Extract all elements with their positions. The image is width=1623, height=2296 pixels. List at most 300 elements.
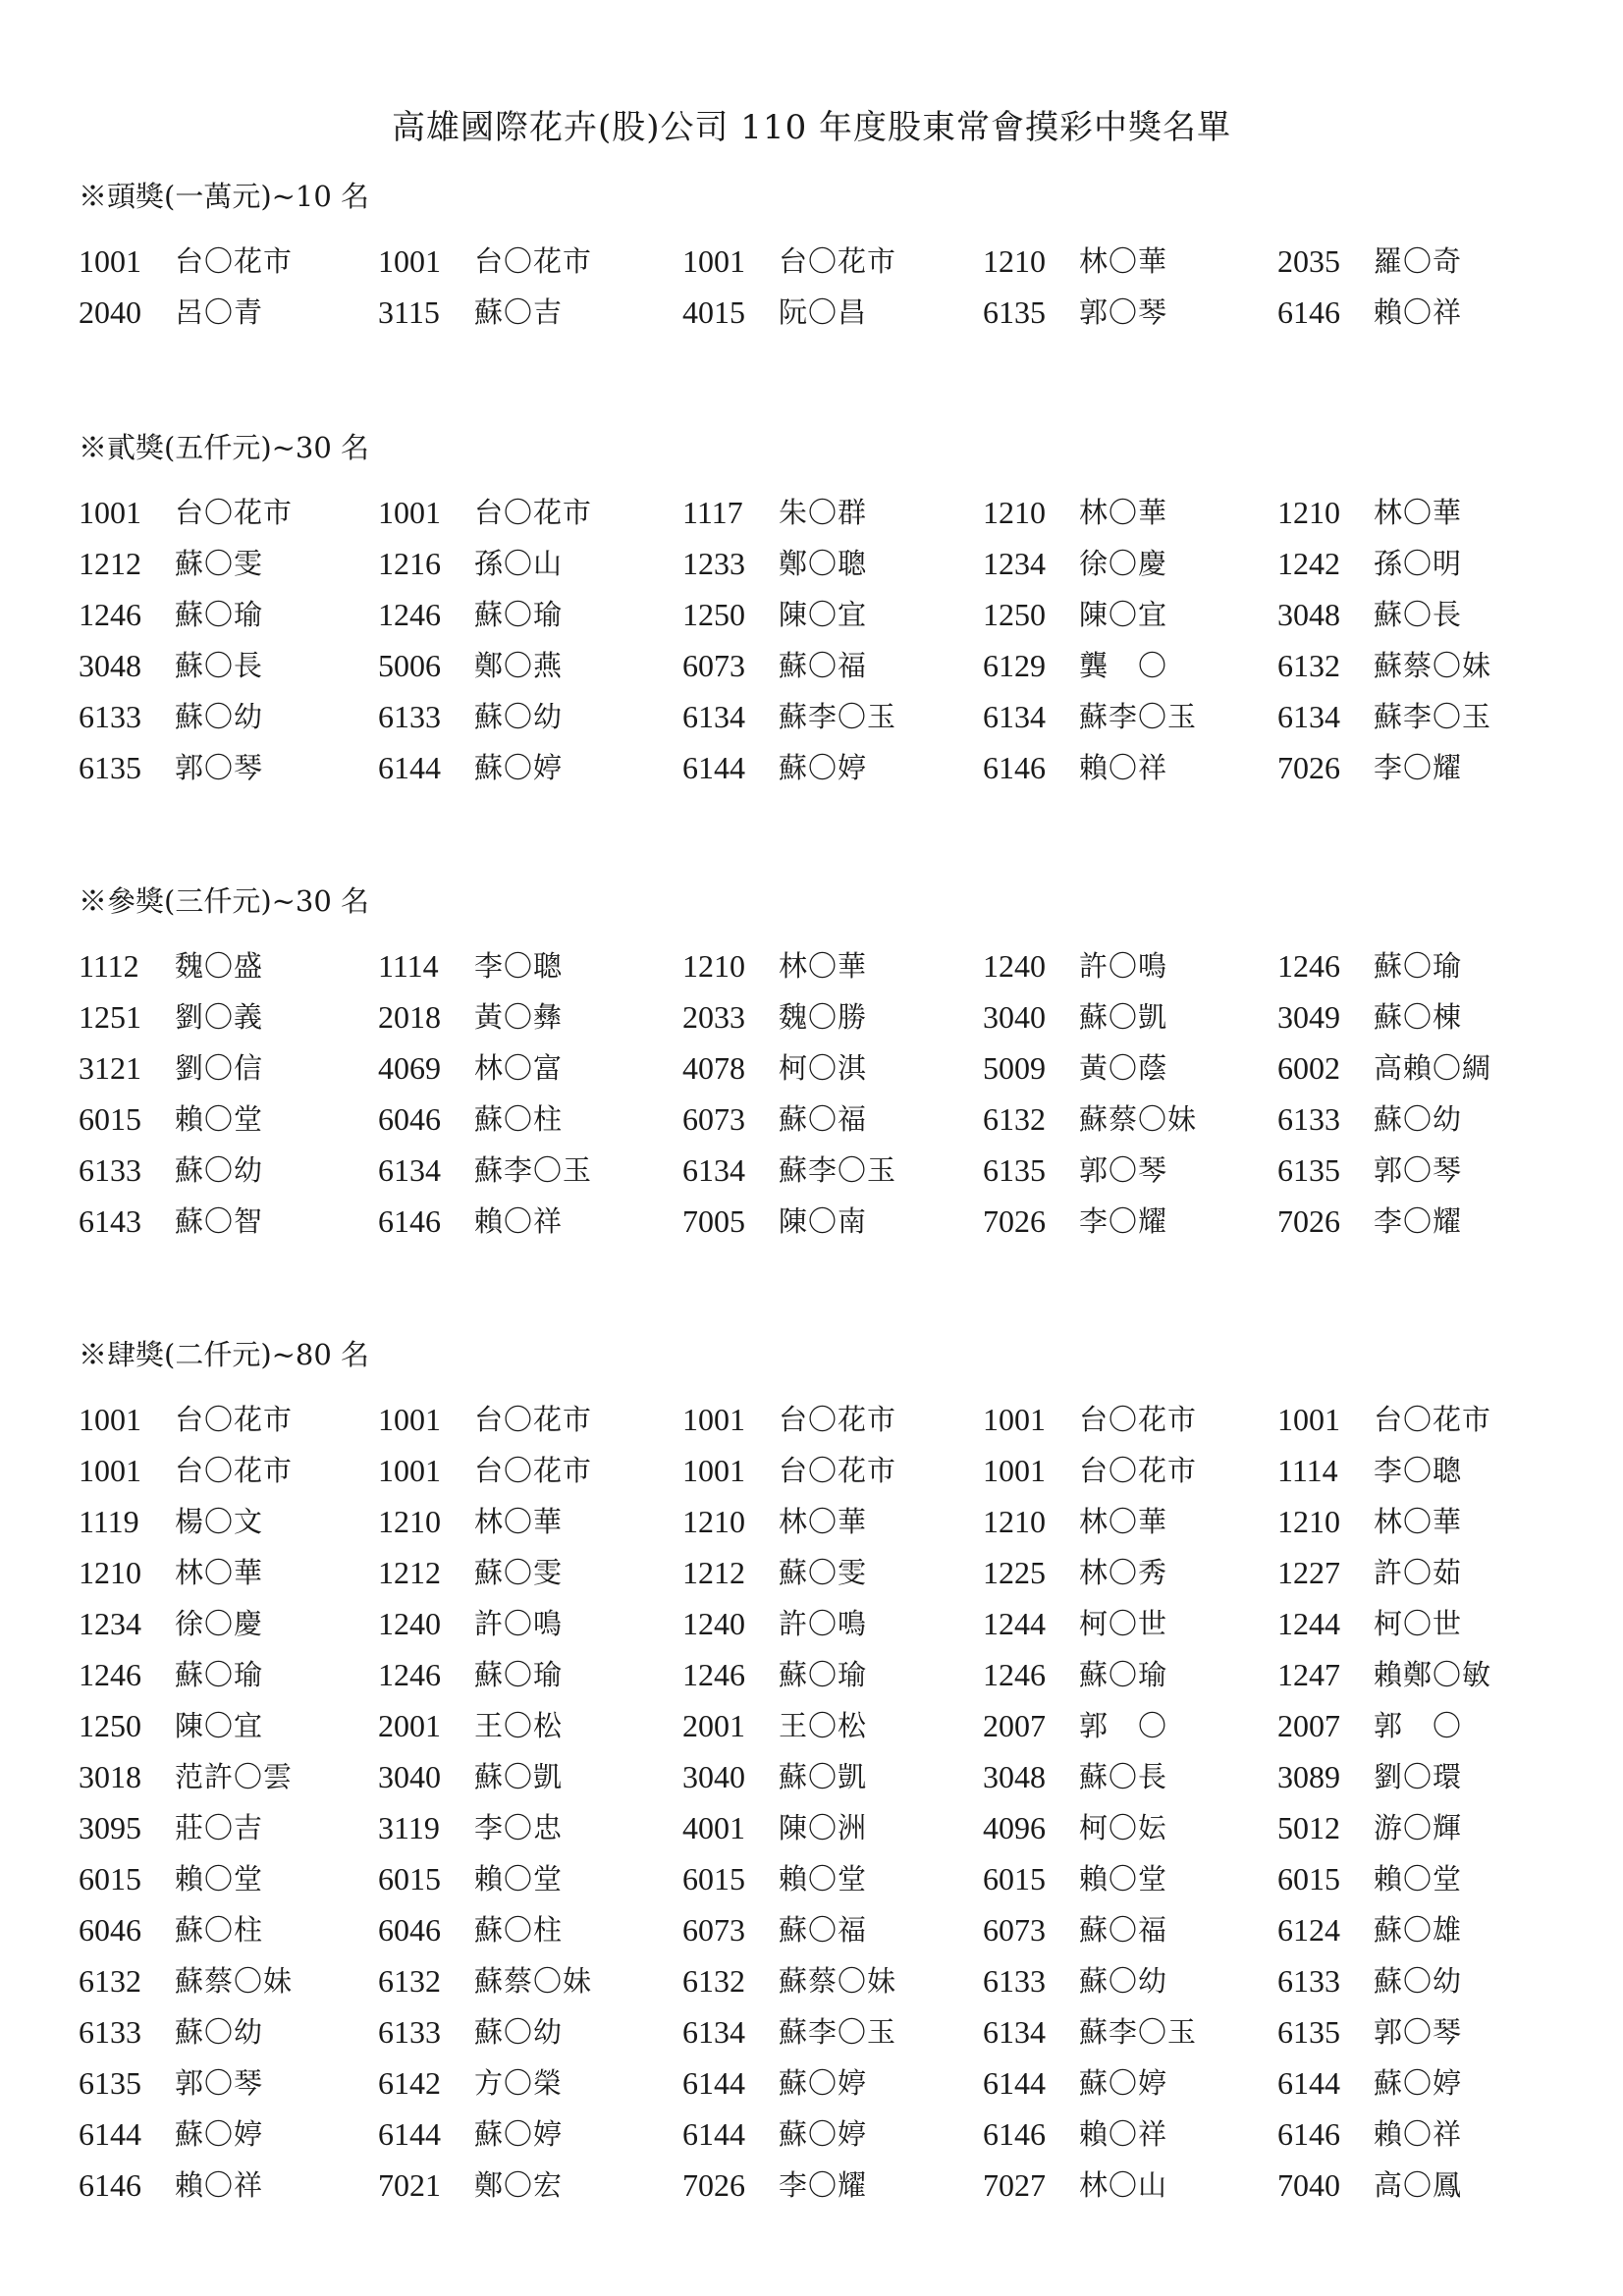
shareholder-number: 7027 [983,2167,1046,2203]
winner-entry [682,2109,983,2160]
shareholder-number: 1247 [1277,1657,1340,1692]
winner-name: 蘇〇幼 [474,2015,564,2049]
winner-entry [1277,1547,1523,1598]
winner-entry [378,1700,682,1751]
winner-name: 蘇〇雯 [175,547,264,580]
winner-entry [378,287,682,338]
winner-entry [983,589,1277,640]
winner-entry [983,691,1277,742]
winner-entry [378,1547,682,1598]
shareholder-number: 1001 [682,1402,745,1437]
winner-name: 林〇華 [175,1556,264,1589]
shareholder-number: 6146 [378,1203,441,1239]
winner-entry [983,1649,1277,1700]
winner-entry [79,538,378,589]
shareholder-number: 1210 [682,1504,745,1539]
shareholder-number: 1246 [378,1657,441,1692]
shareholder-number: 3018 [79,1759,141,1794]
winner-name: 郭〇琴 [175,751,264,784]
shareholder-number: 1250 [79,1708,141,1743]
winner-name: 楊〇文 [175,1505,264,1538]
shareholder-number: 1210 [1277,1504,1340,1539]
winner-name: 李〇耀 [779,2168,868,2202]
winner-name: 呂〇青 [175,295,264,329]
shareholder-number: 1246 [1277,948,1340,984]
winner-entry [378,1445,682,1496]
winner-entry [79,287,378,338]
section-heading: ※肆獎(二仟元)~80 名 [79,1338,370,1371]
shareholder-number: 1212 [682,1555,745,1590]
shareholder-number: 1244 [1277,1606,1340,1641]
winner-entry [983,1904,1277,1955]
winner-name: 蘇蔡〇妹 [1374,649,1492,682]
winner-entry [1277,940,1523,991]
winner-name: 蘇〇吉 [474,295,564,329]
shareholder-number: 4069 [378,1050,441,1086]
winner-entry [79,1394,378,1445]
winner-name: 蘇李〇玉 [779,1153,897,1187]
winner-entry [1277,1955,1523,2006]
winner-row [79,236,1551,287]
shareholder-number: 1240 [983,948,1046,984]
winner-row [79,742,1551,793]
winner-entry [682,1904,983,1955]
winner-name: 賴〇堂 [175,1862,264,1896]
shareholder-number: 1246 [378,597,441,632]
winner-row [79,1598,1551,1649]
shareholder-number: 1216 [378,546,441,581]
winner-name: 台〇花市 [1079,1403,1198,1436]
shareholder-number: 1114 [1277,1453,1338,1488]
winner-name: 賴〇堂 [779,1862,868,1896]
winner-name: 台〇花市 [779,244,897,278]
winner-entry [983,236,1277,287]
winner-name: 郭〇琴 [1079,295,1168,329]
winner-name: 賴鄭〇敏 [1374,1658,1492,1691]
winner-name: 蘇〇柱 [474,1102,564,1136]
shareholder-number: 1114 [378,948,439,984]
shareholder-number: 2007 [1277,1708,1340,1743]
shareholder-number: 6144 [682,750,745,785]
shareholder-number: 6073 [682,1101,745,1137]
shareholder-number: 6146 [983,2116,1046,2152]
winner-entry [378,1042,682,1094]
winner-name: 羅〇奇 [1374,244,1463,278]
shareholder-number: 6146 [1277,2116,1340,2152]
shareholder-number: 3048 [79,648,141,683]
shareholder-number: 6046 [378,1101,441,1137]
winner-row [79,1445,1551,1496]
winner-name: 蘇〇婷 [779,751,868,784]
winner-entry [682,1394,983,1445]
shareholder-number: 6146 [983,750,1046,785]
winner-name: 賴〇祥 [1079,751,1168,784]
winner-name: 劉〇義 [175,1000,264,1034]
winner-entry [79,1094,378,1145]
winner-name: 賴〇祥 [1079,2117,1168,2151]
winner-name: 蘇〇福 [779,1102,868,1136]
shareholder-number: 6135 [79,2065,141,2101]
winner-name: 蘇〇瑜 [175,1658,264,1691]
winner-entry [378,1853,682,1904]
winner-entry [79,2057,378,2109]
winner-row [79,1496,1551,1547]
shareholder-number: 6133 [983,1963,1046,1999]
winner-name: 許〇鳴 [1079,949,1168,983]
winner-row [79,1802,1551,1853]
section-heading: ※貳獎(五仟元)~30 名 [79,431,370,464]
winner-name: 林〇華 [474,1505,564,1538]
winner-entry [983,1445,1277,1496]
shareholder-number: 1210 [983,1504,1046,1539]
winner-entry [682,2006,983,2057]
winner-entry [682,1547,983,1598]
winner-name: 蘇〇柱 [474,1913,564,1947]
winner-entry [1277,2160,1523,2211]
shareholder-number: 1001 [378,243,441,279]
shareholder-number: 6015 [983,1861,1046,1896]
winner-name: 蘇〇凱 [474,1760,564,1793]
winner-entry [378,1598,682,1649]
winner-entry [79,236,378,287]
winner-entry [79,487,378,538]
winner-name: 蘇〇婷 [474,2117,564,2151]
shareholder-number: 5012 [1277,1810,1340,1845]
winner-name: 台〇花市 [175,1454,294,1487]
winner-entry [79,742,378,793]
winner-entry [682,940,983,991]
winner-name: 台〇花市 [474,244,593,278]
winner-name: 徐〇慶 [1079,547,1168,580]
winner-name: 蘇〇瑜 [474,1658,564,1691]
winner-row [79,940,1551,991]
winner-name: 柯〇妘 [1079,1811,1168,1844]
winner-name: 蘇〇瑜 [175,598,264,631]
winner-name: 台〇花市 [175,496,294,529]
winner-entry [983,1598,1277,1649]
shareholder-number: 6132 [378,1963,441,1999]
winner-entry [983,1496,1277,1547]
winner-entry [983,1196,1277,1247]
winner-entry [983,1145,1277,1196]
winner-name: 蘇蔡〇妹 [1079,1102,1198,1136]
shareholder-number: 6134 [983,2014,1046,2050]
page-title: 高雄國際花卉(股)公司 110 年度股東常會摸彩中獎名單 [391,108,1232,147]
shareholder-number: 6132 [79,1963,141,1999]
shareholder-number: 6046 [378,1912,441,1948]
winner-name: 蘇〇婷 [779,2066,868,2100]
winner-name: 方〇榮 [474,2066,564,2100]
shareholder-number: 1001 [1277,1402,1340,1437]
shareholder-number: 6144 [378,750,441,785]
winner-name: 柯〇世 [1079,1607,1168,1640]
winner-entry [682,1042,983,1094]
winner-name: 蘇〇幼 [1079,1964,1168,1998]
winner-entry [983,538,1277,589]
shareholder-number: 6129 [983,648,1046,683]
shareholder-number: 6133 [378,699,441,734]
winner-name: 黃〇蔭 [1079,1051,1168,1085]
winner-entry [983,2160,1277,2211]
shareholder-number: 6134 [682,699,745,734]
winner-name: 賴〇堂 [474,1862,564,1896]
winner-name: 蘇李〇玉 [1079,2015,1198,2049]
winner-entry [1277,1145,1523,1196]
shareholder-number: 2007 [983,1708,1046,1743]
winner-row [79,1853,1551,1904]
winner-name: 台〇花市 [175,244,294,278]
winner-name: 李〇聰 [474,949,564,983]
winner-entry [79,1649,378,1700]
shareholder-number: 1210 [79,1555,141,1590]
winner-name: 高〇鳳 [1374,2168,1463,2202]
winner-name: 蘇蔡〇妹 [175,1964,294,1998]
winner-entry [1277,1598,1523,1649]
shareholder-number: 1227 [1277,1555,1340,1590]
winner-name: 蘇〇幼 [175,700,264,733]
winner-row [79,1547,1551,1598]
winner-name: 劉〇信 [175,1051,264,1085]
shareholder-number: 7005 [682,1203,745,1239]
winner-row [79,1394,1551,1445]
winner-name: 李〇耀 [1374,751,1463,784]
winner-entry [79,1904,378,1955]
winner-entry [983,1547,1277,1598]
winner-name: 蘇〇幼 [175,2015,264,2049]
shareholder-number: 6134 [682,1152,745,1188]
winner-entry [983,2006,1277,2057]
shareholder-number: 3040 [983,999,1046,1035]
winner-entry [378,2057,682,2109]
winner-name: 許〇鳴 [779,1607,868,1640]
shareholder-number: 3049 [1277,999,1340,1035]
winner-entry [79,1196,378,1247]
shareholder-number: 1001 [79,243,141,279]
shareholder-number: 7026 [983,1203,1046,1239]
winner-entry [983,1042,1277,1094]
shareholder-number: 1001 [682,1453,745,1488]
winner-name: 孫〇山 [474,547,564,580]
winner-name: 蘇〇長 [175,649,264,682]
winner-name: 蘇〇幼 [1374,1102,1463,1136]
shareholder-number: 1001 [378,495,441,530]
winner-name: 陳〇宜 [1079,598,1168,631]
prize-section-third [79,881,1551,1247]
winner-entry [1277,2006,1523,2057]
winner-name: 蘇〇婷 [1079,2066,1168,2100]
shareholder-number: 4078 [682,1050,745,1086]
winner-name: 蘇蔡〇妹 [779,1964,897,1998]
winner-name: 蘇〇幼 [474,700,564,733]
shareholder-number: 1212 [79,546,141,581]
winner-entry [378,487,682,538]
shareholder-number: 1001 [79,1453,141,1488]
shareholder-number: 1240 [378,1606,441,1641]
winner-name: 李〇耀 [1374,1204,1463,1238]
winner-entry [983,991,1277,1042]
winner-name: 蘇李〇玉 [779,2015,897,2049]
winner-name: 朱〇群 [779,496,868,529]
shareholder-number: 1001 [983,1453,1046,1488]
winner-name: 蘇〇福 [1079,1913,1168,1947]
shareholder-number: 7026 [1277,1203,1340,1239]
winner-entry [79,640,378,691]
winner-name: 台〇花市 [474,1403,593,1436]
winner-name: 蘇〇棟 [1374,1000,1463,1034]
winner-name: 林〇華 [1374,496,1463,529]
shareholder-number: 3048 [1277,597,1340,632]
winner-entry [378,940,682,991]
shareholder-number: 6144 [983,2065,1046,2101]
winner-entry [1277,1042,1523,1094]
shareholder-number: 1112 [79,948,139,984]
winner-row [79,1094,1551,1145]
winner-entry [682,1853,983,1904]
shareholder-number: 1001 [378,1453,441,1488]
winner-row [79,691,1551,742]
shareholder-number: 2035 [1277,243,1340,279]
shareholder-number: 2040 [79,294,141,330]
winner-entry [79,940,378,991]
shareholder-number: 6135 [983,294,1046,330]
winner-entry [79,1751,378,1802]
winner-name: 陳〇宜 [779,598,868,631]
shareholder-number: 1240 [682,1606,745,1641]
winner-name: 蘇李〇玉 [474,1153,593,1187]
shareholder-number: 6142 [378,2065,441,2101]
winner-name: 魏〇勝 [779,1000,868,1034]
winner-entry [1277,1751,1523,1802]
winner-entry [682,691,983,742]
shareholder-number: 6135 [79,750,141,785]
shareholder-number: 3040 [378,1759,441,1794]
winner-name: 台〇花市 [1079,1454,1198,1487]
winner-entry [682,2160,983,2211]
shareholder-number: 1001 [378,1402,441,1437]
winner-name: 林〇華 [779,949,868,983]
winner-entry [1277,236,1523,287]
winner-entry [983,1955,1277,2006]
winner-name: 龔 〇 [1079,649,1168,682]
winner-name: 蘇〇瑜 [1079,1658,1168,1691]
winner-name: 許〇鳴 [474,1607,564,1640]
shareholder-number: 1246 [983,1657,1046,1692]
winner-entry [79,1598,378,1649]
winner-name: 蘇〇凱 [779,1760,868,1793]
shareholder-number: 3095 [79,1810,141,1845]
winner-name: 蘇〇柱 [175,1913,264,1947]
winner-entry [1277,742,1523,793]
winner-entry [79,1853,378,1904]
winner-entry [682,1751,983,1802]
winner-entry [1277,1196,1523,1247]
shareholder-number: 6015 [378,1861,441,1896]
winner-name: 蘇〇幼 [1374,1964,1463,1998]
winner-row [79,1196,1551,1247]
winner-name: 黃〇彝 [474,1000,564,1034]
winner-entry [79,1496,378,1547]
winner-entry [378,1145,682,1196]
winner-row [79,487,1551,538]
winner-entry [378,691,682,742]
shareholder-number: 6015 [1277,1861,1340,1896]
winner-name: 劉〇環 [1374,1760,1463,1793]
winner-row [79,2109,1551,2160]
winner-name: 游〇輝 [1374,1811,1463,1844]
winner-entry [79,1145,378,1196]
winner-entry [682,1445,983,1496]
winner-name: 郭〇琴 [1374,2015,1463,2049]
shareholder-number: 3119 [378,1810,440,1845]
shareholder-number: 6132 [983,1101,1046,1137]
winner-name: 林〇華 [1079,496,1168,529]
shareholder-number: 6134 [378,1152,441,1188]
winner-name: 台〇花市 [474,496,593,529]
winner-entry [79,1445,378,1496]
winner-name: 賴〇祥 [474,1204,564,1238]
winner-entry [682,1145,983,1196]
shareholder-number: 6133 [79,1152,141,1188]
shareholder-number: 6146 [79,2167,141,2203]
winner-name: 鄭〇聰 [779,547,868,580]
shareholder-number: 1251 [79,999,141,1035]
shareholder-number: 1001 [79,1402,141,1437]
winner-entry [1277,1094,1523,1145]
shareholder-number: 5006 [378,648,441,683]
winner-row [79,287,1551,338]
shareholder-number: 1210 [1277,495,1340,530]
shareholder-number: 1246 [79,597,141,632]
shareholder-number: 1234 [983,546,1046,581]
shareholder-number: 6143 [79,1203,141,1239]
shareholder-number: 6132 [1277,648,1340,683]
section-heading: ※參獎(三仟元)~30 名 [79,884,370,918]
shareholder-number: 6135 [1277,1152,1340,1188]
winner-row [79,2057,1551,2109]
winner-entry [1277,538,1523,589]
winner-name: 台〇花市 [1374,1403,1492,1436]
winner-name: 蘇〇婷 [474,751,564,784]
winner-entry [1277,1853,1523,1904]
winner-name: 郭 〇 [1079,1709,1168,1742]
winner-entry [682,1700,983,1751]
shareholder-number: 6144 [682,2065,745,2101]
winner-name: 王〇松 [474,1709,564,1742]
shareholder-number: 6073 [682,1912,745,1948]
winner-row [79,1042,1551,1094]
winner-entry [1277,1445,1523,1496]
shareholder-number: 6133 [79,2014,141,2050]
winner-entry [682,236,983,287]
winner-row [79,1904,1551,1955]
winner-entry [378,1196,682,1247]
shareholder-number: 2018 [378,999,441,1035]
winner-name: 蘇蔡〇妹 [474,1964,593,1998]
section-heading: ※頭獎(一萬元)~10 名 [79,180,370,213]
winner-name: 郭〇琴 [175,2066,264,2100]
shareholder-number: 6144 [79,2116,141,2152]
winner-entry [1277,589,1523,640]
winner-name: 郭〇琴 [1374,1153,1463,1187]
winner-name: 徐〇慶 [175,1607,264,1640]
winner-name: 賴〇堂 [1374,1862,1463,1896]
winner-entry [79,589,378,640]
winner-name: 蘇〇凱 [1079,1000,1168,1034]
winner-name: 蘇李〇玉 [1374,700,1492,733]
winner-entry [983,487,1277,538]
winner-name: 柯〇世 [1374,1607,1463,1640]
winner-entry [682,991,983,1042]
